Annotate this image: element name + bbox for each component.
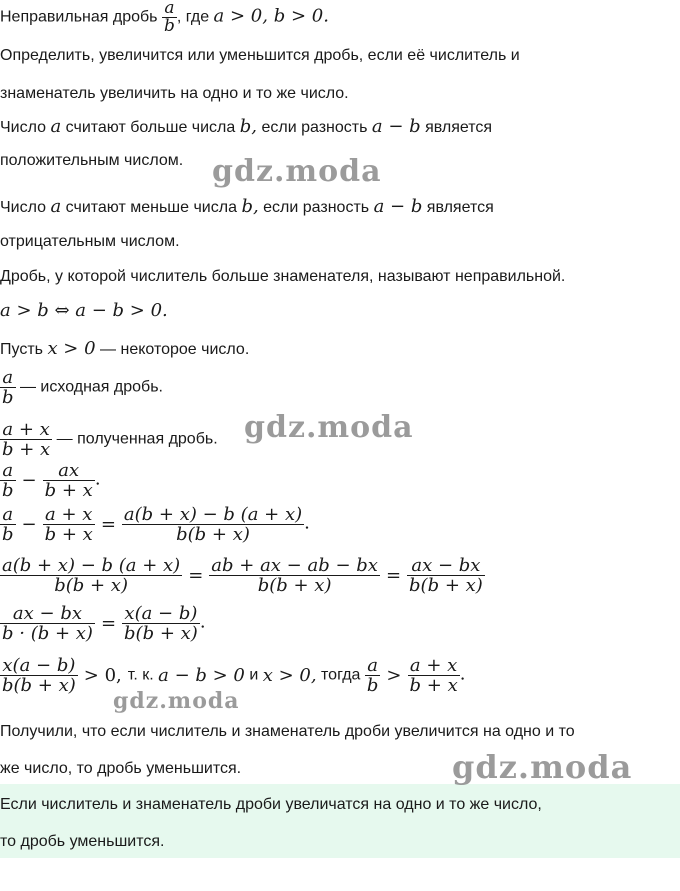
equals-sign: = [100,613,117,634]
denominator: b(b + x) [176,524,250,545]
new-fraction-line [0,420,218,459]
minus-sign: − [21,514,37,535]
period: . [304,512,310,534]
equivalence-formula: a > b ⇔ a − b > 0. [0,300,168,321]
difference-expr: a − b [373,196,423,217]
definition-greater-end: положительным числом. [0,152,184,169]
numerator: a [0,368,16,388]
intro-condition: a > 0, b > 0. [213,5,329,27]
fraction-3 [408,656,460,695]
def-mid: считают меньше числа [65,199,237,216]
fraction-1 [0,556,182,595]
greater-than-zero: > 0, [83,665,122,686]
combined-fraction [122,505,304,544]
factoring-step [0,604,206,643]
def-lead: Число [0,199,47,216]
common-denominator-step [0,505,310,544]
def-tail-2: является [426,199,494,216]
numerator: a [162,0,177,18]
numerator: a + x [43,505,95,525]
definition-less [0,196,494,217]
denominator: b · (b + x) [2,623,93,644]
definition-less-end: отрицательным числом. [0,233,180,250]
def-tail: если разность [261,119,368,136]
var-a: a [50,116,62,137]
new-fraction [0,420,52,459]
watermark-logo: gdz.moda [452,748,633,786]
denominator: b + x [409,675,458,696]
watermark-logo: gdz.moda [113,688,240,714]
equals-sign: = [100,514,116,535]
fraction-1 [0,604,95,643]
fraction-1 [0,656,78,695]
numerator: a [0,505,16,525]
numerator: a(b + x) − b (a + x) [2,555,181,576]
numerator: a(b + x) − b (a + x) [123,504,303,525]
numerator: ab + ax − ab − bx [211,555,378,576]
expansion-step [0,556,485,595]
let-lead: Пусть [0,341,43,358]
intro-line [0,0,329,35]
because-text: т. к. [127,666,154,684]
numerator: a + x [408,656,460,676]
numerator: ax − bx [0,604,95,624]
period: . [94,468,101,490]
task-line-2: знаменатель увеличить на одно и то же число. [0,85,349,102]
improper-fraction-definition: Дробь, у которой числитель больше знаменателя, называют неправильной. [0,268,566,285]
denominator: b [366,675,379,696]
minus-sign: − [21,470,37,491]
intro-text: Неправильная дробь [0,8,158,26]
watermark-logo: gdz.moda [212,154,382,189]
numerator: x(a − b) [0,656,78,676]
then-text: тогда [321,666,361,684]
def-tail: если разность [263,199,370,216]
fraction-a-over-b [162,0,177,35]
period: . [199,611,206,633]
denominator: b [2,524,14,545]
fraction-1 [0,505,16,544]
equals-sign: = [188,565,204,586]
condition-1: a − b > 0 [158,665,245,686]
watermark-logo: gdz.moda [244,410,414,445]
var-a: a [50,196,62,217]
denominator: b + x [44,480,93,501]
def-lead: Число [0,119,47,136]
result-line-2: же число, то дробь уменьшится. [0,760,242,777]
denominator: b(b + x) [409,575,483,596]
fraction-2 [365,656,381,695]
fraction-2 [43,505,95,544]
def-mid: считают больше числа [65,119,236,136]
denominator: b(b + x) [2,675,76,696]
denominator: b + x [2,439,51,460]
fraction-2 [209,556,380,595]
def-tail-2: является [425,119,493,136]
period: . [459,663,466,685]
denominator: b + x [44,524,93,545]
answer-line-1: Если числитель и знаменатель дроби увеличатся на одно и то же число, [0,796,542,813]
fraction-3 [407,556,485,595]
denominator: b [2,480,14,501]
fraction-2 [43,461,95,500]
denominator: b [163,16,175,36]
intro-cond-lead: , где [176,8,210,26]
difference-expr: a − b [371,116,421,137]
numerator: ax [43,461,95,481]
original-fraction-label: — исходная дробь. [19,378,163,396]
numerator: x(a − b) [122,604,200,624]
denominator: b(b + x) [257,575,332,596]
and-text: и [249,666,259,684]
original-fraction-line [0,368,163,407]
x-positive: x > 0 [47,338,96,359]
new-fraction-label: — полученная дробь. [56,430,218,448]
greater-than-sign: > [386,665,402,686]
task-line-1: Определить, увеличится или уменьшится дробь, если её числитель и [0,47,520,64]
numerator: a [0,461,16,481]
denominator: b(b + x) [54,575,128,596]
var-b: b, [241,196,259,217]
original-fraction [0,368,16,407]
answer-line-2: то дробь уменьшится. [0,833,165,850]
fraction-1 [0,461,16,500]
let-x-line [0,338,249,359]
result-line-1: Получили, что если числитель и знаменатель дроби увеличится на одно и то [0,723,575,740]
let-tail: — некоторое число. [100,341,250,358]
numerator: a + x [0,420,52,440]
denominator: b [2,387,14,408]
fraction-2 [122,604,200,643]
equals-sign: = [385,565,402,586]
var-b: b, [239,116,257,137]
definition-greater [0,116,492,137]
difference-setup [0,461,101,500]
condition-2: x > 0, [262,665,317,686]
denominator: b(b + x) [124,623,198,644]
numerator: ax − bx [407,556,485,576]
numerator: a [365,656,381,676]
